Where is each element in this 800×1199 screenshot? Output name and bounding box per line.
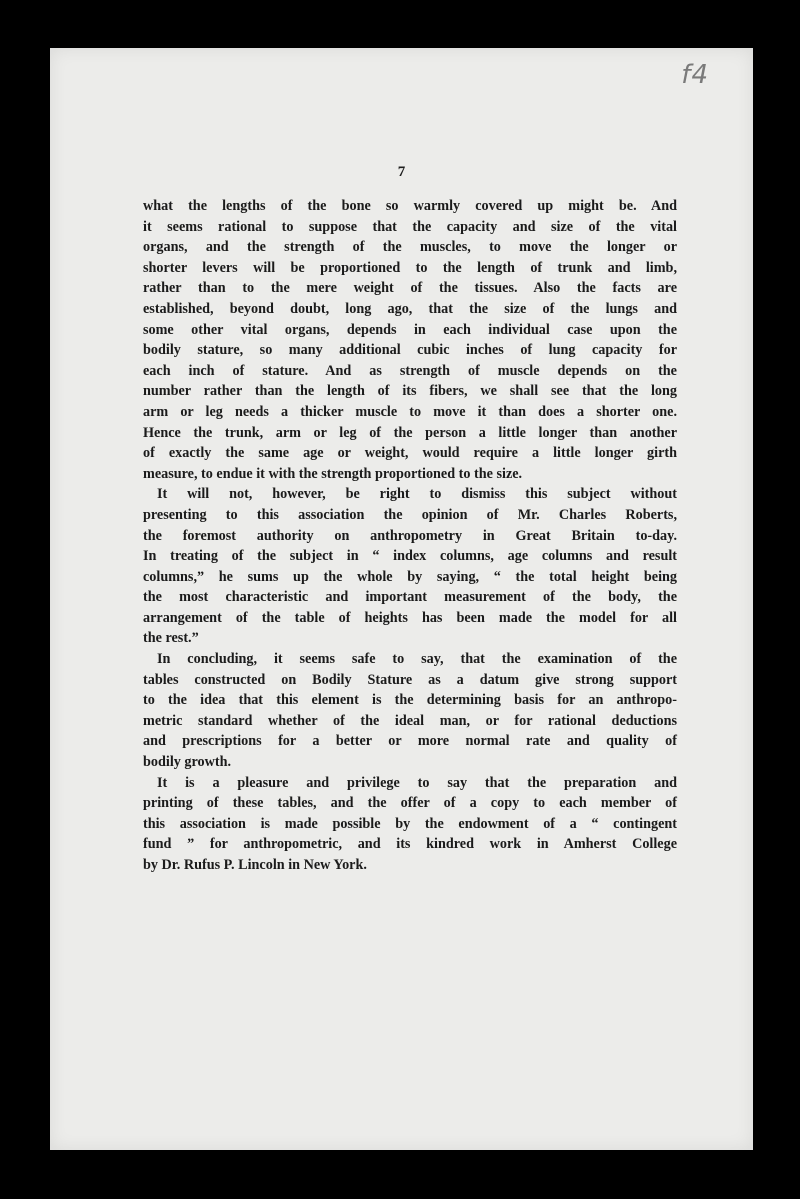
text-line: rather than to the mere weight of the tissues. Also the facts are [143,280,677,297]
text-line: by Dr. Rufus P. Lincoln in New York. [143,857,367,873]
text-line: Hence the trunk, arm or leg of the person a little longer than another [143,424,677,441]
text-line: this association is made possible by the endowment of a “ contingent [143,815,677,832]
text-line: In treating of the subject in “ index columns, age columns and result [143,548,677,565]
text-line: to the idea that this element is the determining basis for an anthropo- [143,692,677,709]
text-line: number rather than the length of its fibers, we shall see that the long [143,383,677,400]
text-line: what the lengths of the bone so warmly covered up might be. And [143,198,677,214]
text-line: the most characteristic and important measurement of the body, the [143,589,677,606]
text-line: the rest.” [143,630,199,647]
text-line: and prescriptions for a better or more normal rate and quality of [143,733,677,750]
text-line: fund ” for anthropometric, and its kindred work in Amherst College [143,836,677,853]
text-line: the foremost authority on anthropometry in Great Britain to-day. [143,527,677,544]
text-line: presenting to this association the opinion of Mr. Charles Roberts, [143,506,677,523]
handwritten-page-mark: f4 [681,60,709,90]
text-line: some other vital organs, depends in each individual case upon the [143,321,677,338]
text-line: bodily growth. [143,754,232,771]
text-line: of exactly the same age or weight, would require a little longer girth [143,445,677,462]
text-line: arm or leg needs a thicker muscle to move it than does a shorter one. [143,403,677,420]
page-number: 7 [397,164,406,180]
text-line: metric standard whether of the ideal man, or for rational deductions [143,712,677,729]
document-page [50,48,753,1150]
text-line: columns,” he sums up the whole by saying, “ the total height being [143,568,677,585]
text-line: established, beyond doubt, long ago, that the size of the lungs and [143,300,677,317]
text-line: it seems rational to suppose that the capacity and size of the vital [143,218,677,235]
text-line: It will not, however, be right to dismiss this subject without [157,486,677,503]
text-line: In concluding, it seems safe to say, that the examination of the [157,651,677,668]
text-line: arrangement of the table of heights has been made the model for all [143,609,677,626]
text-line: shorter levers will be proportioned to the length of trunk and limb, [143,259,677,276]
text-line: tables constructed on Bodily Stature as a datum give strong support [143,671,677,688]
text-line: measure, to endue it with the strength proportioned to the size. [143,465,523,482]
text-line: each inch of stature. And as strength of muscle depends on the [143,362,677,379]
text-line: bodily stature, so many additional cubic inches of lung capacity for [143,342,677,359]
body-text [143,196,677,876]
text-line: printing of these tables, and the offer of a copy to each member of [143,795,677,812]
text-line: organs, and the strength of the muscles, to move the longer or [143,239,677,256]
text-line: It is a pleasure and privilege to say that the preparation and [157,774,677,791]
